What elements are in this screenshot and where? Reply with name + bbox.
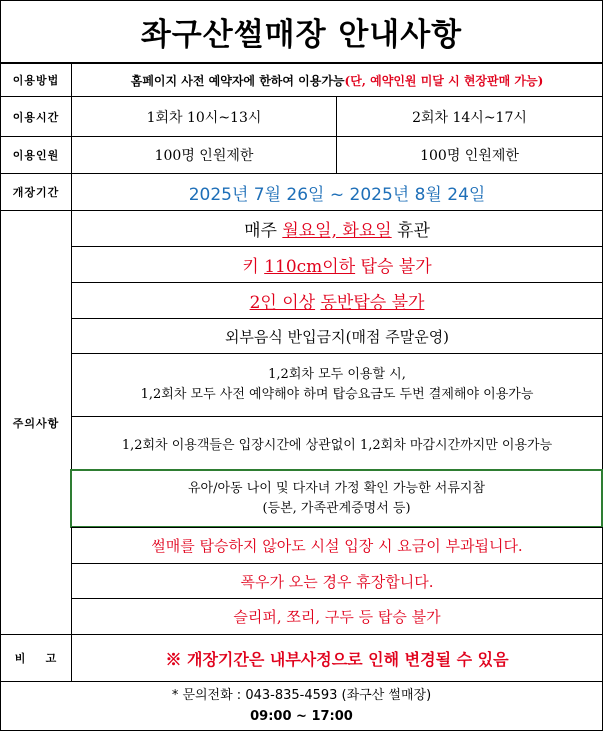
notice-outside-food: 외부음식 반입금지(매점 주말운영)	[71, 318, 603, 354]
notice-pair-ride: 2인 이상 동반탑승 불가	[71, 282, 603, 319]
usage-time-session2: 2회차 14시~17시	[336, 96, 603, 137]
usage-method-value	[71, 63, 603, 97]
row-label-usage-time: 이용시간	[0, 96, 72, 137]
notice-both-sessions: 1,2회차 모두 이용할 시, 1,2회차 모두 사전 예약해야 하며 탑승요금도 두번 결제해야 이용가능	[71, 353, 603, 417]
row-label-notes: 주의사항	[0, 210, 72, 635]
capacity-session1: 100명 인원제한	[71, 136, 337, 174]
contact-hours: 09:00 ~ 17:00	[250, 709, 353, 724]
row-label-opening-period: 개장기간	[0, 173, 72, 211]
row-label-remarks: 비 고	[0, 634, 72, 682]
usage-time-session1: 1회차 10시~13시	[71, 96, 337, 137]
usage-method-text: 홈페이지 사전 예약자에 한하여 이용가능	[130, 73, 345, 88]
height-limit: 110cm이하	[264, 257, 356, 277]
remarks-value: ※ 개장기간은 내부사정으로 인해 변경될 수 있음	[71, 634, 603, 682]
notice-session-users: 1,2회차 이용객들은 입장시간에 상관없이 1,2회차 마감시간까지만 이용가능	[71, 416, 603, 470]
notice-height-limit: 키 110cm이하 탑승 불가	[71, 246, 603, 283]
notice-closed-days: 매주 월요일, 화요일 휴관	[71, 210, 603, 247]
usage-method-note: (단, 예약인원 미달 시 현장판매 가능)	[344, 73, 544, 88]
footer-contact	[0, 681, 603, 731]
closed-days: 월요일, 화요일	[282, 221, 392, 241]
page-title-text: 좌구산썰매장 안내사항	[140, 17, 463, 53]
notice-fee: 썰매를 탑승하지 않아도 시설 입장 시 요금이 부과됩니다.	[71, 527, 603, 564]
notice-documents: 유아/아동 나이 및 다자녀 가정 확인 가능한 서류지참 (등본, 가족관계증명서 등)	[70, 469, 603, 528]
notice-footwear: 슬리퍼, 쪼리, 구두 등 탑승 불가	[71, 598, 603, 635]
page-title	[0, 0, 603, 63]
row-label-capacity: 이용인원	[0, 136, 72, 174]
capacity-session2: 100명 인원제한	[336, 136, 603, 174]
opening-period-value: 2025년 7월 26일 ~ 2025년 8월 24일	[71, 173, 603, 211]
row-label-usage-method: 이용방법	[0, 63, 72, 97]
contact-phone: * 문의전화 : 043-835-4593 (좌구산 썰매장)	[171, 688, 432, 703]
notice-rain: 폭우가 오는 경우 휴장합니다.	[71, 563, 603, 599]
